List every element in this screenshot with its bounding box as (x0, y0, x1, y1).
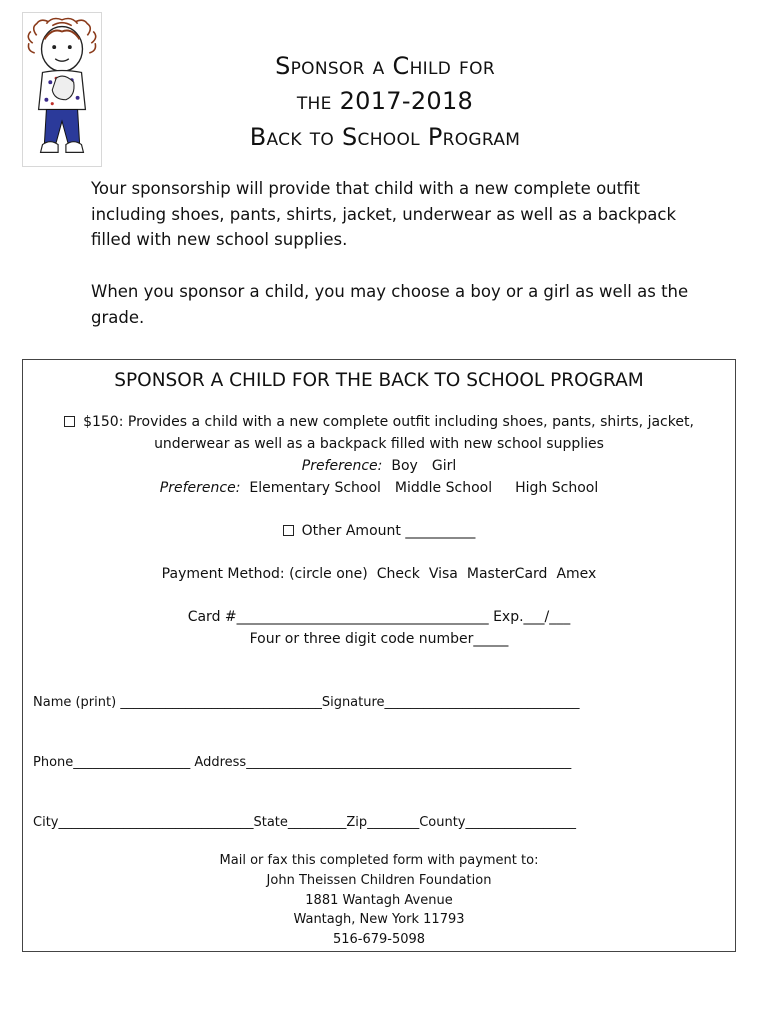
title-line-3: Back to School Program (249, 123, 521, 151)
state-label: State (253, 815, 288, 830)
gender-option-boy[interactable]: Boy (391, 458, 418, 474)
payment-option-check[interactable]: Check (376, 566, 420, 582)
sponsor-form (22, 359, 736, 952)
intro-paragraph-2: When you sponsor a child, you may choose a boy or a girl as well as the grade. (91, 282, 689, 327)
county-field[interactable]: _________________ (465, 815, 576, 830)
county-label: County (419, 815, 466, 830)
city-field[interactable]: ______________________________ (58, 815, 254, 830)
other-amount-row (23, 523, 735, 539)
address-field[interactable]: __________________________________________________ (246, 755, 572, 770)
name-signature-row (33, 695, 735, 710)
gender-preference-label: Preference: (301, 458, 383, 474)
option-150-checkbox[interactable] (64, 416, 75, 427)
grade-option-elementary[interactable]: Elementary School (249, 480, 381, 496)
gender-option-girl[interactable]: Girl (431, 458, 457, 474)
mail-city-state-zip: Wantagh, New York 11793 (293, 912, 465, 927)
phone-field[interactable]: __________________ (73, 755, 191, 770)
child-clipart (22, 12, 102, 167)
city-label: City (33, 815, 59, 830)
grade-option-middle[interactable]: Middle School (394, 480, 493, 496)
title-line-1: Sponsor a Child for (275, 52, 495, 80)
gender-preference-row (23, 458, 735, 474)
security-code-field[interactable]: Four or three digit code number_____ (249, 631, 509, 647)
grade-option-high[interactable]: High School (515, 480, 599, 496)
mail-street: 1881 Wantagh Avenue (305, 893, 453, 908)
name-field[interactable]: _______________________________ (120, 695, 322, 710)
option-150-line-1 (23, 414, 735, 430)
title-line-2: the 2017-2018 (296, 87, 474, 115)
payment-method-row (23, 566, 735, 582)
phone-label: Phone (33, 755, 74, 770)
option-150-text: $150: Provides a child with a new complete outfit including shoes, pants, shirts, jacket, (83, 414, 694, 430)
form-title: SPONSOR A CHILD FOR THE BACK TO SCHOOL PROGRAM (114, 370, 644, 391)
other-amount-checkbox[interactable] (283, 525, 294, 536)
mail-org: John Theissen Children Foundation (266, 873, 492, 888)
name-label: Name (print) (33, 695, 117, 710)
payment-option-mastercard[interactable]: MasterCard (466, 566, 548, 582)
intro-paragraph-1: Your sponsorship will provide that child with a new complete outfit including shoes, pants, shirts, jacket, underwear as well as a backpack filled with new school supplies. (91, 179, 677, 249)
city-state-row (33, 815, 735, 830)
grade-preference-row (23, 480, 735, 496)
address-label: Address (194, 755, 247, 770)
payment-option-amex[interactable]: Amex (556, 566, 597, 582)
card-number-field[interactable]: Card #____________________________________ Exp.___/___ (187, 609, 571, 625)
state-field[interactable]: _________ (287, 815, 347, 830)
zip-label: Zip (346, 815, 368, 830)
mail-instruction: Mail or fax this completed form with payment to: (219, 853, 539, 868)
signature-label: Signature (321, 695, 385, 710)
signature-field[interactable]: ______________________________ (384, 695, 580, 710)
phone-address-row (33, 755, 735, 770)
payment-option-visa[interactable]: Visa (428, 566, 458, 582)
option-150-line-2: underwear as well as a backpack filled with new school supplies (154, 436, 604, 452)
grade-preference-label: Preference: (159, 480, 241, 496)
other-amount-field[interactable]: Other Amount __________ (301, 523, 476, 539)
mail-phone: 516-679-5098 (332, 932, 426, 947)
payment-method-label: Payment Method: (circle one) (161, 566, 368, 582)
zip-field[interactable]: ________ (367, 815, 420, 830)
